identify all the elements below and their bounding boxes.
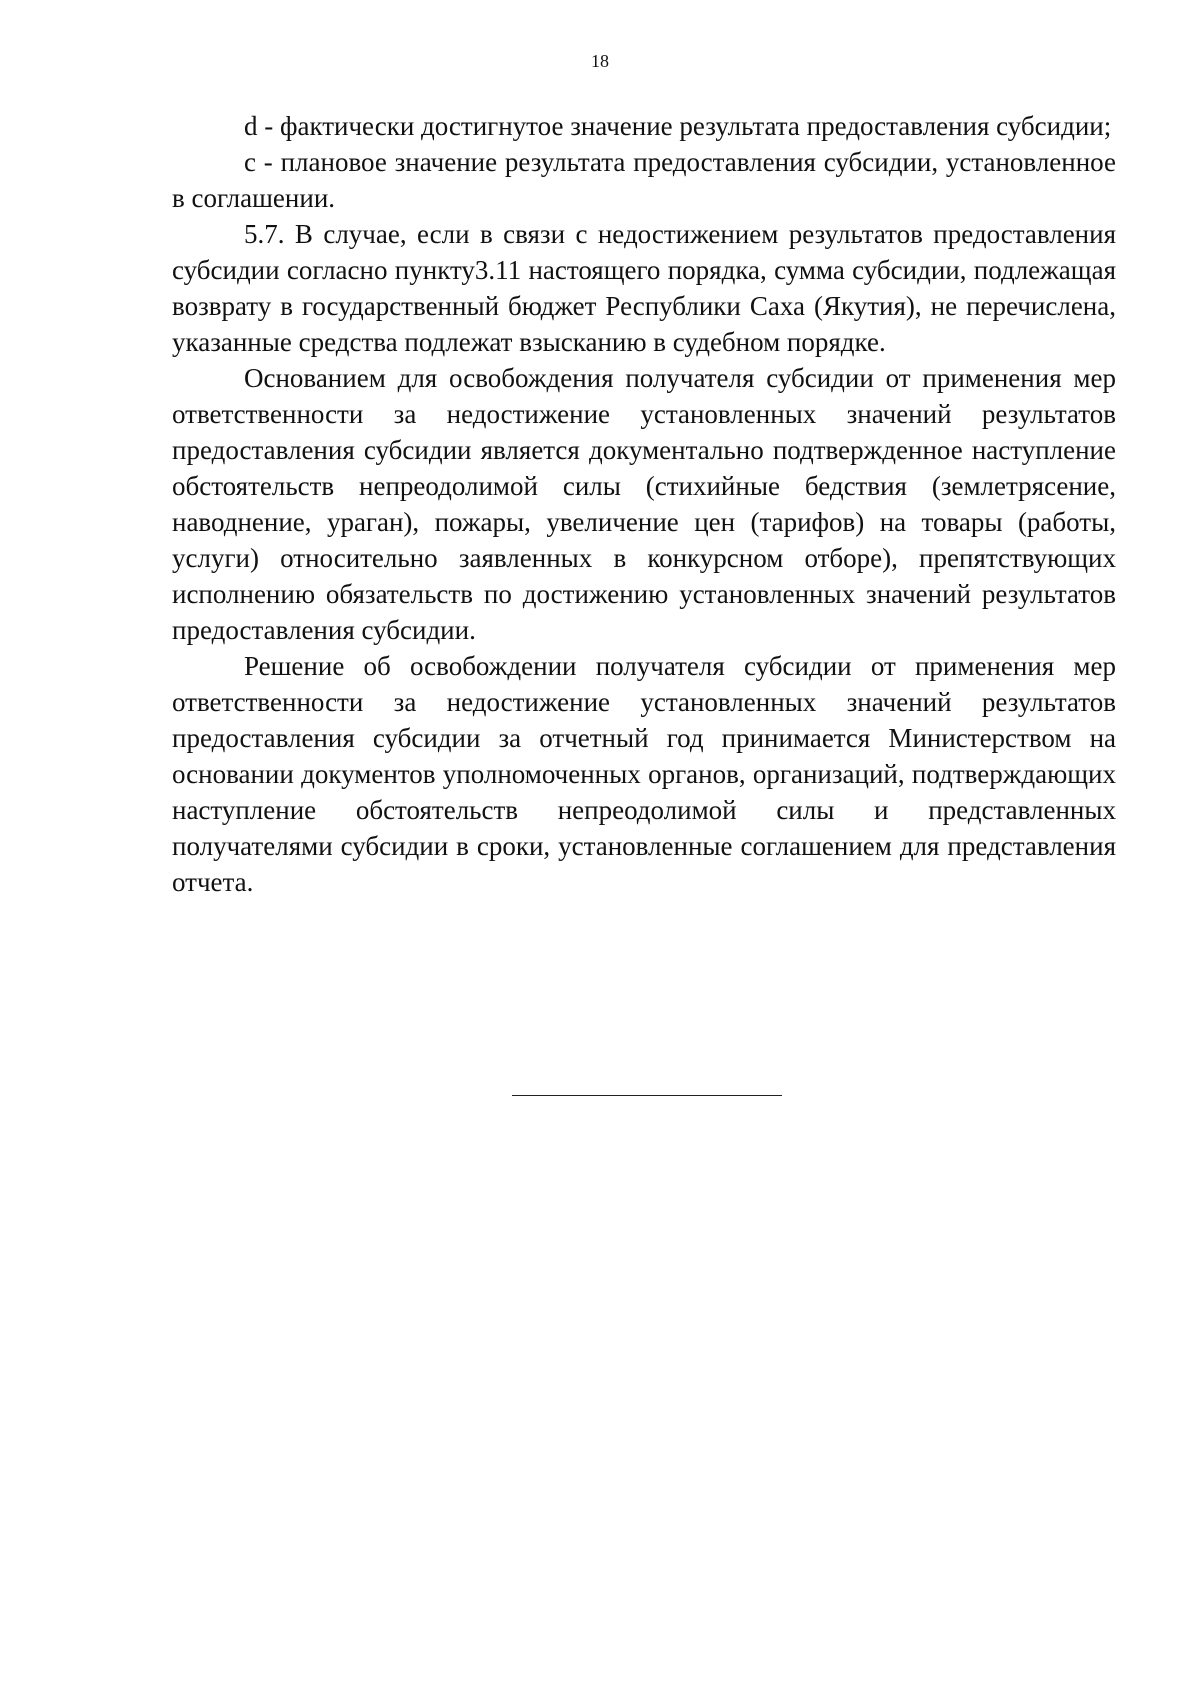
paragraph-exemption-basis: Основанием для освобождения получателя субсидии от применения мер ответственности за недостижение установленных значений результатов предоставления субсидии является документально подтвержденное наступление обстоятельств непреодолимой силы (стихийные бедствия (землетрясение, наводнение, ураган), пожары, увеличение цен (тарифов) на товары (работы, услуги) относительно заявленных в конкурсном отборе), препятствующих исполнению обязательств по достижению установленных значений результатов предоставления субсидии. <box>172 363 1116 645</box>
paragraph-exemption-decision: Решение об освобождении получателя субсидии от применения мер ответственности за недостижение установленных значений результатов предоставления субсидии за отчетный год принимается Министерством на основании документов уполномоченных органов, организаций, подтверждающих наступление обстоятельств непреодолимой силы и представленных получателями субсидии в сроки, установленные соглашением для представления отчета. <box>172 651 1116 897</box>
page-number: 18 <box>591 51 609 71</box>
end-separator-line <box>512 1095 782 1096</box>
paragraph-definition-c: с - плановое значение результата предоставления субсидии, установленное в соглашении. <box>172 147 1116 213</box>
paragraph-5-7: 5.7. В случае, если в связи с недостижением результатов предоставления субсидии согласно пункту3.11 настоящего порядка, сумма субсидии, подлежащая возврату в государственный бюджет Республики Саха (Якутия), не перечислена, указанные средства подлежат взысканию в судебном порядке. <box>172 219 1116 357</box>
document-body <box>172 108 1116 900</box>
paragraph-definition-d: d - фактически достигнутое значение результата предоставления субсидии; <box>244 111 1112 141</box>
